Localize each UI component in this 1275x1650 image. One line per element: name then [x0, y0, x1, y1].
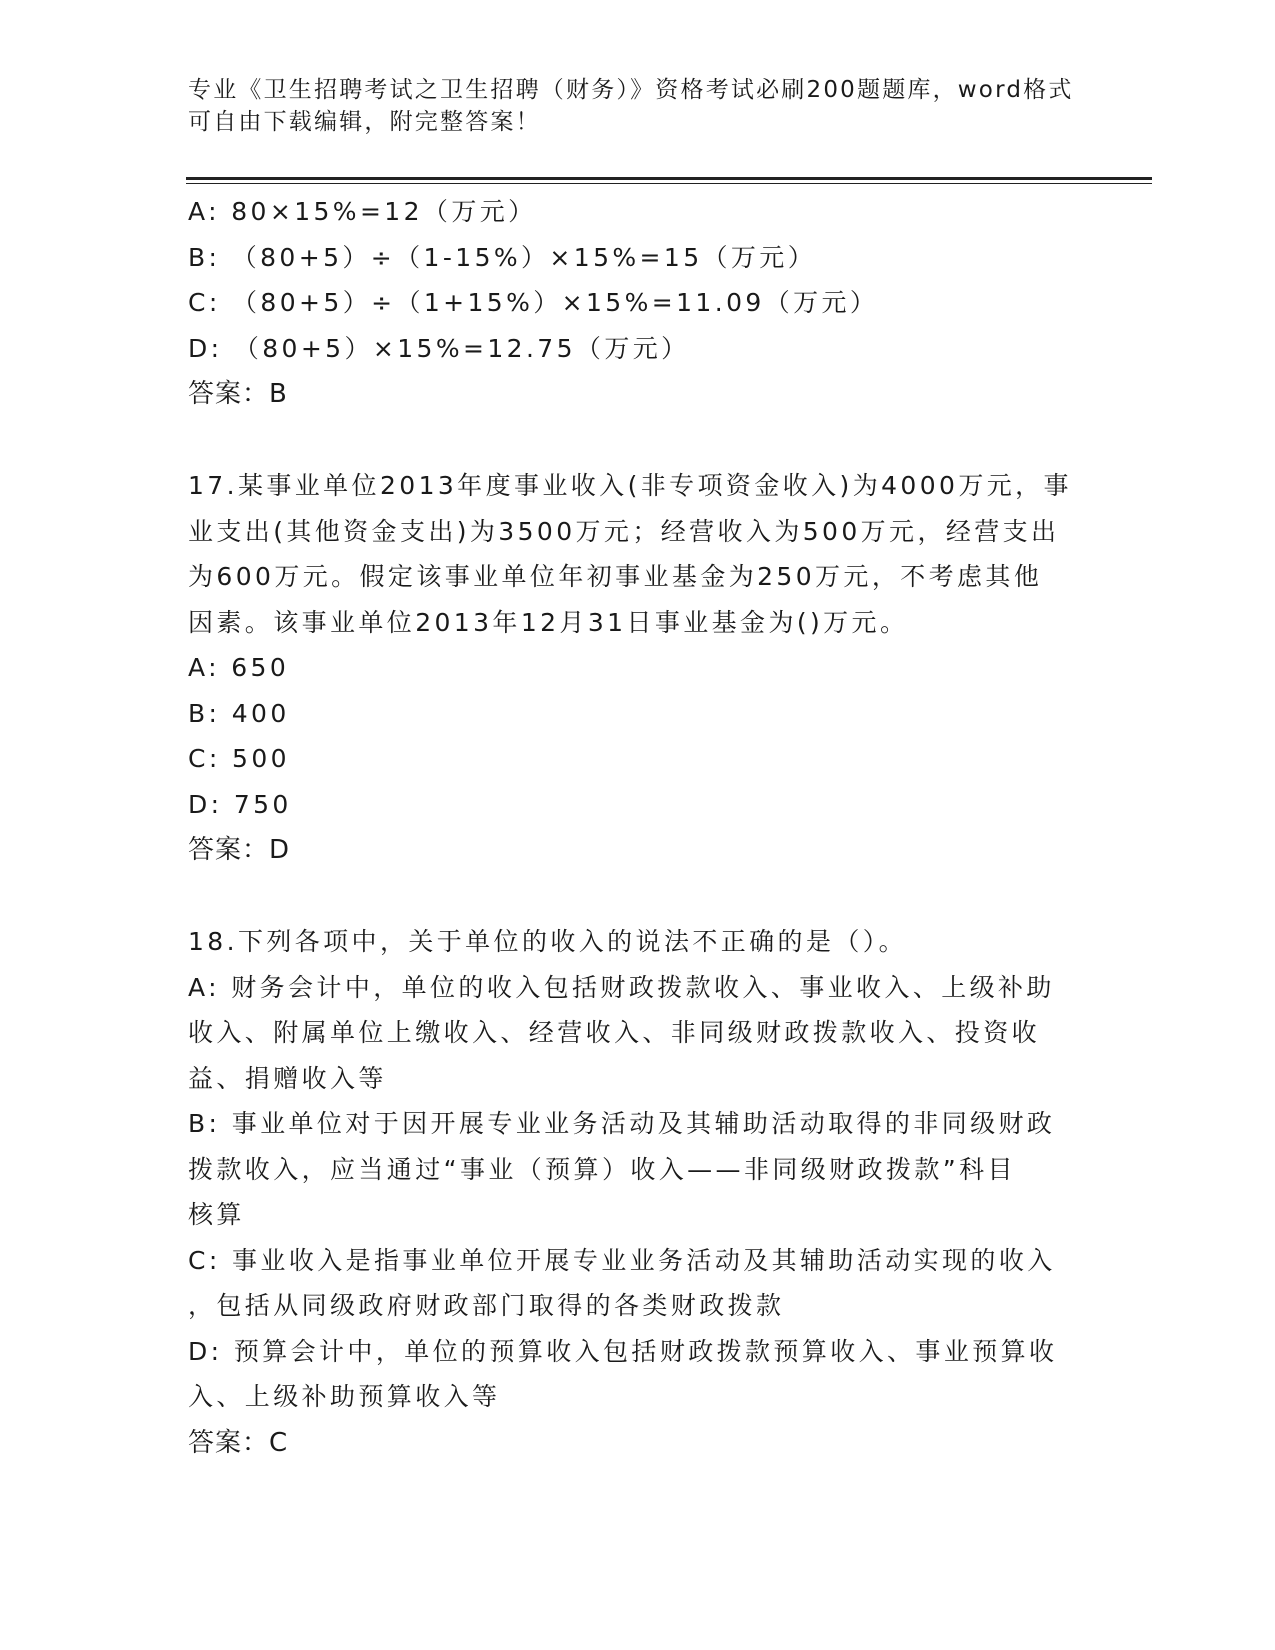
option-d: D: 750 [188, 789, 292, 819]
document-header [188, 74, 1088, 138]
spacer [188, 873, 1088, 919]
option-a-line: A: 财务会计中，单位的收入包括财政拨款收入、事业收入、上级补助 [188, 972, 1055, 1002]
question-stem-line: 为600万元。假定该事业单位年初事业基金为250万元，不考虑其他 [188, 562, 1043, 591]
option-b: B: （80+5）÷（1-15%）×15%=15（万元） [188, 242, 817, 272]
option-c: C: 500 [188, 744, 290, 773]
option-d-line: 入、上级补助预算收入等 [188, 1382, 501, 1411]
answer-line: 答案：B [188, 379, 288, 409]
option-a: A: 80×15%=12（万元） [188, 197, 537, 226]
option-a-line: 收入、附属单位上缴收入、经营收入、非同级财政拨款收入、投资收 [188, 1018, 1041, 1047]
option-c: C: （80+5）÷（1+15%）×15%=11.09（万元） [188, 288, 879, 317]
option-d: D: （80+5）×15%=12.75（万元） [188, 333, 690, 363]
question-18 [188, 919, 1088, 1466]
option-b-line: 拨款收入，应当通过“事业（预算）收入——非同级财政拨款”科目 [188, 1154, 1016, 1184]
option-d-line: D: 预算会计中，单位的预算收入包括财政拨款预算收入、事业预算收 [188, 1336, 1058, 1366]
question-stem: 18.下列各项中，关于单位的收入的说法不正确的是（）。 [188, 927, 908, 956]
option-b-line: 核算 [188, 1200, 245, 1229]
question-16 [188, 189, 1088, 417]
question-17 [188, 463, 1088, 873]
question-stem-line: 因素。该事业单位2013年12月31日事业基金为()万元。 [188, 607, 909, 637]
spacer [188, 417, 1088, 463]
question-stem-line: 业支出(其他资金支出)为3500万元；经营收入为500万元，经营支出 [188, 516, 1060, 546]
header-divider-thin [186, 183, 1152, 184]
document-body [188, 189, 1088, 1466]
header-divider-thick [186, 177, 1152, 180]
option-a-line: 益、捐赠收入等 [188, 1063, 387, 1093]
answer-line: 答案：D [188, 835, 291, 865]
option-b: B: 400 [188, 698, 290, 728]
option-b-line: B: 事业单位对于因开展专业业务活动及其辅助活动取得的非同级财政 [188, 1109, 1056, 1138]
header-line-2: 可自由下载编辑，附完整答案！ [188, 109, 541, 135]
header-line-1: 专业《卫生招聘考试之卫生招聘（财务）》资格考试必刷200题题库，word格式 [188, 77, 1074, 103]
option-a: A: 650 [188, 653, 290, 682]
question-stem-line: 17.某事业单位2013年度事业收入(非专项资金收入)为4000万元，事 [188, 471, 1072, 500]
answer-line: 答案：C [188, 1427, 289, 1458]
option-c-line: C: 事业收入是指事业单位开展专业业务活动及其辅助活动实现的收入 [188, 1245, 1056, 1275]
option-c-line: ，包括从同级政府财政部门取得的各类财政拨款 [188, 1291, 785, 1320]
